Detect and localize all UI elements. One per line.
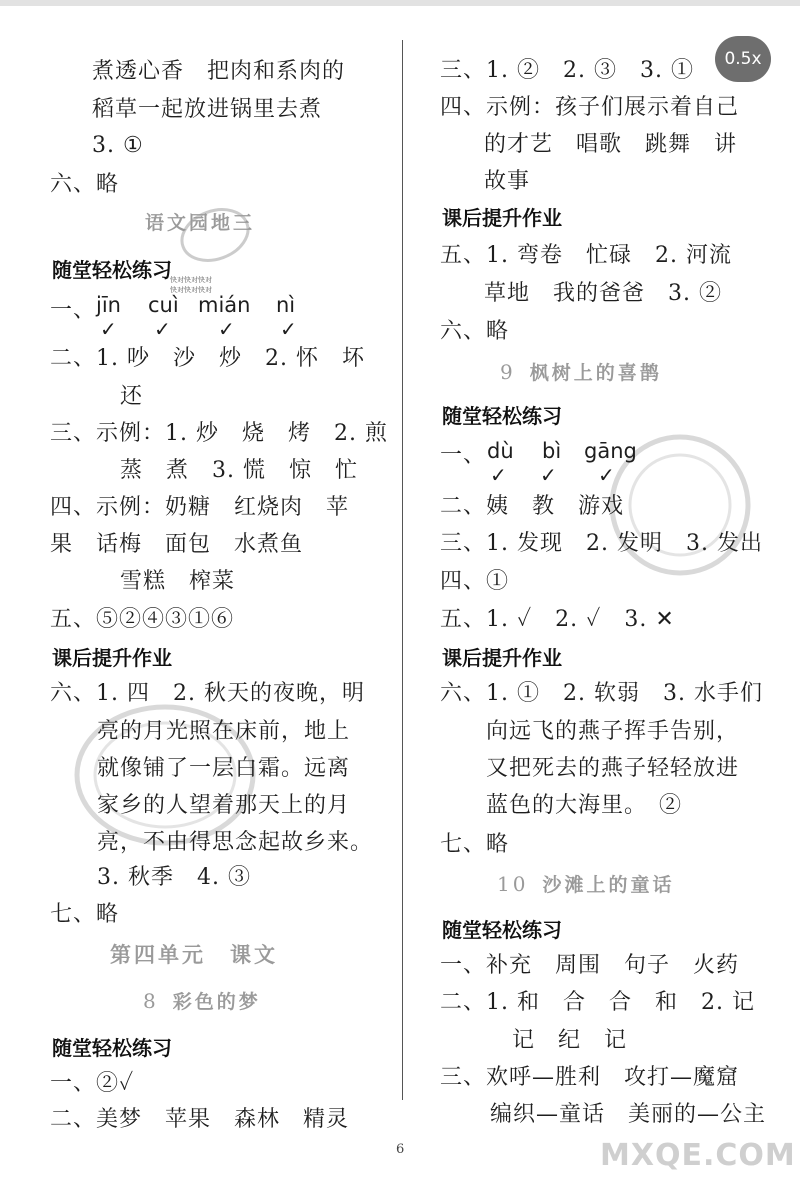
answer-line: 三、欢呼—胜利 攻打—魔窟 [440, 1065, 740, 1090]
answer-line: 四、示例：孩子们展示着自己 [440, 95, 740, 120]
heading-homework: 课后提升作业 [52, 646, 172, 670]
stamp-text: 快对快对快对 [170, 286, 212, 294]
pinyin: cuì [148, 293, 179, 317]
answer-line: 二、美梦 苹果 森林 精灵 [50, 1107, 350, 1132]
answer-line: 就像铺了一层白霜。远离 [97, 756, 351, 781]
answer-line: 六、1. 四 2. 秋天的夜晚，明 [50, 681, 365, 706]
pinyin: dù [487, 439, 514, 463]
check-mark: ✓ [490, 463, 507, 487]
heading-practice: 随堂轻松练习 [442, 404, 562, 428]
answer-line: 二、姨 教 游戏 [440, 494, 625, 519]
answer-line: 记 纪 记 [512, 1028, 628, 1053]
answer-line: 五、1. ✓ 2. ✓ 3. ✕ [440, 607, 675, 632]
heading-practice: 随堂轻松练习 [442, 918, 562, 942]
answer-line: 还 [120, 384, 144, 409]
answer-line: 又把死去的燕子轻轻放进 [486, 756, 740, 781]
zoom-badge[interactable]: 0.5x [715, 36, 771, 82]
pinyin: jīn [96, 293, 121, 317]
lesson-title-10 [497, 871, 674, 898]
lesson-number: 9 [500, 360, 516, 384]
answer-line: 蒸 煮 3. 慌 惊 忙 [120, 458, 358, 483]
answer-line: 三、1. ② 2. ③ 3. ① [440, 58, 694, 83]
section-title-yuwen-yuandi: 语文园地三 [145, 212, 256, 234]
check-mark: ✓ [598, 463, 615, 487]
heading-practice: 随堂轻松练习 [52, 1036, 172, 1060]
heading-homework: 课后提升作业 [442, 206, 562, 230]
answer-line: 雪糕 榨菜 [120, 569, 236, 594]
answer-line: 七、略 [50, 902, 120, 927]
page-number: 6 [396, 1142, 405, 1157]
answer-line: 七、略 [440, 832, 510, 857]
answer-line: 稻草一起放进锅里去煮 [92, 97, 323, 122]
pinyin: nì [276, 293, 296, 317]
answer-line: 三、1. 发现 2. 发明 3. 发出 [440, 531, 763, 556]
heading-practice: 随堂轻松练习 [52, 258, 172, 282]
stamp-text: 快对快对快对 [170, 276, 212, 284]
answer-line: 果 话梅 面包 水煮鱼 [50, 532, 304, 557]
question-label: 一、 [50, 298, 97, 323]
lesson-number: 8 [143, 989, 159, 1013]
check-mark: ✓ [540, 463, 557, 487]
pinyin: mián [198, 293, 251, 317]
lesson-number: 10 [497, 872, 529, 896]
site-watermark: MXQE.COM [600, 1138, 796, 1173]
answer-line: 的才艺 唱歌 跳舞 讲 [484, 132, 738, 157]
answer-line: 家乡的人望着那天上的月 [97, 793, 351, 818]
lesson-name: 枫树上的喜鹊 [529, 362, 662, 384]
answer-line: 二、1. 吵 沙 炒 2. 怀 坏 [50, 346, 365, 371]
answer-line: 六、略 [50, 172, 120, 197]
answer-line: 蓝色的大海里。 ② [486, 793, 683, 818]
check-mark: ✓ [280, 317, 297, 341]
question-label: 一、 [440, 443, 487, 468]
answer-line: 编织—童话 美丽的—公主 [490, 1102, 767, 1127]
answer-line: 一、②✓ [50, 1071, 135, 1096]
heading-homework: 课后提升作业 [442, 646, 562, 670]
check-mark: ✓ [100, 317, 117, 341]
answer-line: 煮透心香 把肉和系肉的 [92, 59, 346, 84]
answer-line: 故事 [484, 169, 531, 194]
unit-title: 第四单元 课文 [110, 943, 278, 967]
pinyin: bì [542, 439, 562, 463]
answer-line: 亮，不由得思念起故乡来。 [97, 830, 374, 855]
answer-line: 五、1. 弯卷 忙碌 2. 河流 [440, 243, 732, 268]
pinyin: gāng [584, 439, 637, 463]
check-mark: ✓ [154, 317, 171, 341]
answer-line: 六、1. ① 2. 软弱 3. 水手们 [440, 681, 763, 706]
answer-line: 三、示例：1. 炒 烧 烤 2. 煎 [50, 421, 388, 446]
answer-line: 四、示例：奶糖 红烧肉 苹 [50, 495, 350, 520]
answer-line: 向远飞的燕子挥手告别， [486, 719, 740, 744]
answer-line: 草地 我的爸爸 3. ② [484, 281, 722, 306]
check-mark: ✓ [218, 317, 235, 341]
answer-line: 六、略 [440, 319, 510, 344]
answer-line: 3. ① [92, 133, 144, 158]
answer-line: 一、补充 周围 句子 火药 [440, 953, 740, 978]
lesson-name: 沙滩上的童话 [542, 874, 675, 896]
lesson-name: 彩色的梦 [172, 991, 261, 1013]
answer-line: 3. 秋季 4. ③ [97, 865, 251, 890]
answer-line: 四、① [440, 569, 510, 594]
answer-line: 五、⑤②④③①⑥ [50, 607, 235, 632]
answer-line: 亮的月光照在床前，地上 [97, 719, 351, 744]
lesson-title-9 [500, 359, 662, 386]
answer-line: 二、1. 和 合 合 和 2. 记 [440, 990, 755, 1015]
